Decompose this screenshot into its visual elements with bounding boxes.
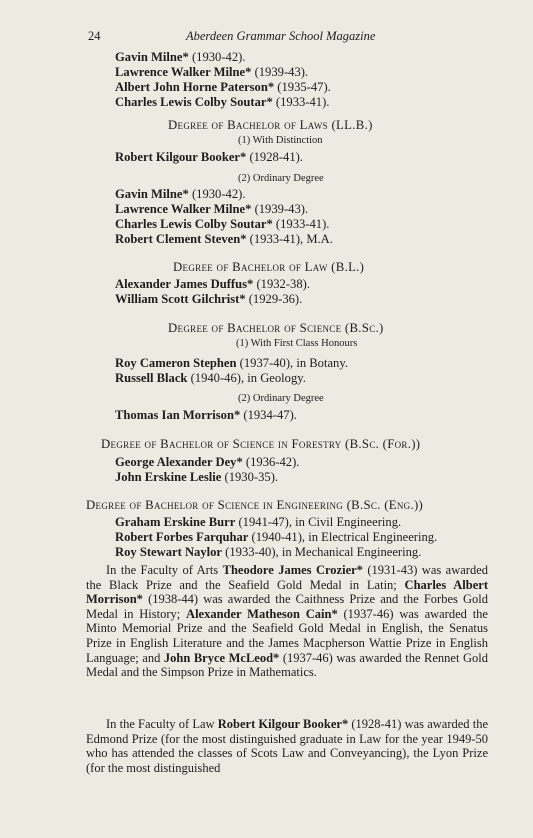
subheading-ordinary: (2) Ordinary Degree — [238, 393, 324, 404]
bl-list — [115, 277, 310, 307]
list-item: Gavin Milne* (1930-42). — [115, 50, 246, 64]
running-title: Aberdeen Grammar School Magazine — [186, 29, 376, 43]
list-item: Lawrence Walker Milne* (1939-43). — [115, 202, 309, 216]
list-item: Gavin Milne* (1930-42). — [115, 187, 246, 201]
forestry-list — [115, 455, 299, 485]
list-item: William Scott Gilchrist* (1929-36). — [115, 292, 303, 306]
subheading-honours: (1) With First Class Honours — [236, 338, 358, 349]
list-item: Charles Lewis Colby Soutar* (1933-41). — [115, 217, 330, 231]
list-item: John Erskine Leslie (1930-35). — [115, 470, 279, 484]
list-item: Charles Lewis Colby Soutar* (1933-41). — [115, 95, 330, 109]
bsc-honours-list — [115, 356, 348, 386]
section-heading-bsc: Degree of Bachelor of Science (B.Sc.) — [168, 321, 384, 335]
list-item: Roy Cameron Stephen (1937-40), in Botany. — [115, 356, 348, 370]
bsc-ordinary-list — [115, 408, 297, 423]
llb-ordinary-list — [115, 187, 333, 247]
section-heading-engineering: Degree of Bachelor of Science in Engineering (B.Sc. (Eng.)) — [86, 498, 424, 512]
prose-paragraph-arts — [86, 563, 488, 680]
section-heading-forestry: Degree of Bachelor of Science in Forestry (B.Sc. (For.)) — [101, 437, 421, 451]
list-item: Graham Erskine Burr (1941-47), in Civil Engineering. — [115, 515, 402, 529]
list-item: Robert Kilgour Booker* (1928-41). — [115, 150, 303, 164]
llb-distinction-list — [115, 150, 303, 165]
list-item: Lawrence Walker Milne* (1939-43). — [115, 65, 309, 79]
graduate-list-top — [115, 50, 331, 110]
list-item: George Alexander Dey* (1936-42). — [115, 455, 300, 469]
section-heading-bl: Degree of Bachelor of Law (B.L.) — [173, 260, 365, 274]
list-item: Roy Stewart Naylor (1933-40), in Mechanical Engineering. — [115, 545, 422, 559]
section-heading-llb: Degree of Bachelor of Laws (LL.B.) — [168, 118, 373, 132]
list-item: Robert Forbes Farquhar (1940-41), in Electrical Engineering. — [115, 530, 438, 544]
list-item: Alexander James Duffus* (1932-38). — [115, 277, 310, 291]
list-item: Albert John Horne Paterson* (1935-47). — [115, 80, 331, 94]
prose-paragraph-law — [86, 717, 488, 775]
subheading-ordinary: (2) Ordinary Degree — [238, 173, 324, 184]
paragraph-text: In the Faculty of Law Robert Kilgour Booker* (1928-41) was awarded the Edmond Prize (for the most distinguished graduate in Law for the year 1949-50 who has attended the classes of Scots Law and Conveyancing), the Lyon Prize (for the most distinguished — [86, 717, 488, 775]
list-item: Russell Black (1940-46), in Geology. — [115, 371, 306, 385]
engineering-list — [115, 515, 437, 560]
subheading-distinction: (1) With Distinction — [238, 135, 323, 146]
paragraph-text: In the Faculty of Arts Theodore James Crozier* (1931-43) was awarded the Black Prize and the Seafield Gold Medal in Latin; Charles Albert Morrison* (1938-44) was awarded the Caithness Prize and the Forbes Gold Medal in History; Alexander Matheson Cain* (1937-46) was awarded the Minto Memorial Prize and the Seafield Gold Medal in English, the Senatus Prize in English Literature and the James Macpherson Wattie Prize in English Language; and John Bryce McLeod* (1937-46) was awarded the Rennet Gold Medal and the Simpson Prize in Mathematics. — [86, 563, 489, 680]
page-number: 24 — [88, 29, 101, 43]
page-header — [88, 29, 388, 47]
list-item: Robert Clement Steven* (1933-41), M.A. — [115, 232, 333, 246]
list-item: Thomas Ian Morrison* (1934-47). — [115, 408, 297, 422]
